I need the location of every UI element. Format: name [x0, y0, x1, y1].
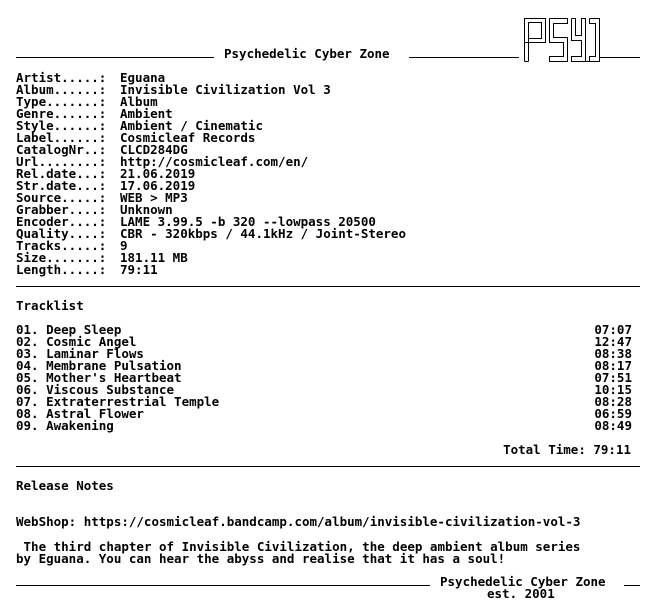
info-value: Invisible Civilization Vol 3: [120, 82, 331, 97]
track-row: [16, 420, 632, 432]
track-time: 06:59: [594, 406, 632, 421]
track-title: 03. Laminar Flows: [16, 346, 144, 361]
info-key: Rel.date...:: [16, 166, 107, 181]
info-value: Ambient / Cinematic: [120, 118, 263, 133]
info-value: Eguana: [120, 70, 166, 85]
info-value: Unknown: [120, 202, 173, 217]
track-time: 08:38: [594, 346, 632, 361]
track-title: 08. Astral Flower: [16, 406, 144, 421]
info-key: Source.....:: [16, 190, 107, 205]
info-key: Encoder....:: [16, 214, 107, 229]
pcz-logo: [523, 17, 601, 63]
tracklist-heading: Tracklist: [16, 298, 84, 313]
info-value: WEB > MP3: [120, 190, 188, 205]
info-value: Ambient: [120, 106, 173, 121]
track-time: 08:49: [594, 418, 632, 433]
tracklist: [16, 324, 632, 432]
info-value: http://cosmicleaf.com/en/: [120, 154, 309, 169]
info-value: CLCD284DG: [120, 142, 188, 157]
info-key: Style......:: [16, 118, 107, 133]
track-title: 06. Viscous Substance: [16, 382, 175, 397]
info-value: 17.06.2019: [120, 178, 196, 193]
info-value: CBR - 320kbps / 44.1kHz / Joint-Stereo: [120, 226, 406, 241]
track-title: 02. Cosmic Angel: [16, 334, 137, 349]
info-key: Tracks.....:: [16, 238, 107, 253]
info-key: Quality....:: [16, 226, 107, 241]
divider-1: [16, 286, 640, 287]
info-key: Label......:: [16, 130, 107, 145]
info-value: Cosmicleaf Records: [120, 130, 256, 145]
release-notes-body: The third chapter of Invisible Civilization, the deep ambient album series by Eguana. You can hear the abyss and realise that it has a soul!: [16, 539, 581, 566]
info-value: 79:11: [120, 262, 158, 277]
header-rule-left: [16, 57, 214, 58]
info-value: 21.06.2019: [120, 166, 196, 181]
total-time: Total Time: 79:11: [503, 442, 631, 457]
webshop-line: WebShop: https://cosmicleaf.bandcamp.com/album/invisible-civilization-vol-3: [16, 514, 581, 529]
track-time: 10:15: [594, 382, 632, 397]
release-info: [16, 72, 406, 276]
info-row: [16, 264, 406, 276]
footer-rule-right: [624, 585, 640, 586]
info-value: 9: [120, 238, 128, 253]
release-notes-heading: Release Notes: [16, 478, 114, 493]
info-key: Type.......:: [16, 94, 107, 109]
info-key: Artist.....:: [16, 70, 107, 85]
info-key: CatalogNr..:: [16, 142, 107, 157]
info-key: Grabber....:: [16, 202, 107, 217]
track-time: 08:28: [594, 394, 632, 409]
info-value: Album: [120, 94, 158, 109]
track-time: 12:47: [594, 334, 632, 349]
info-key: Size.......:: [16, 250, 107, 265]
track-time: 08:17: [594, 358, 632, 373]
footer-title: Psychedelic Cyber Zone: [440, 574, 606, 589]
info-key: Length.....:: [16, 262, 107, 277]
header-rule-far-right: [600, 57, 640, 58]
info-key: Album......:: [16, 82, 107, 97]
track-title: 04. Membrane Pulsation: [16, 358, 182, 373]
footer-est: est. 2001: [487, 586, 555, 601]
track-title: 07. Extraterrestrial Temple: [16, 394, 220, 409]
track-time: 07:07: [594, 322, 632, 337]
divider-2: [16, 466, 640, 467]
track-time: 07:51: [594, 370, 632, 385]
track-title: 01. Deep Sleep: [16, 322, 122, 337]
track-title: 09. Awakening: [16, 418, 114, 433]
info-value: 181.11 MB: [120, 250, 188, 265]
header-title: Psychedelic Cyber Zone: [224, 46, 390, 61]
info-key: Genre......:: [16, 106, 107, 121]
header-rule-right: [409, 57, 519, 58]
info-key: Url........:: [16, 154, 107, 169]
track-title: 05. Mother's Heartbeat: [16, 370, 182, 385]
info-value: LAME 3.99.5 -b 320 --lowpass 20500: [120, 214, 376, 229]
info-key: Str.date...:: [16, 178, 107, 193]
footer-rule-left: [16, 585, 430, 586]
